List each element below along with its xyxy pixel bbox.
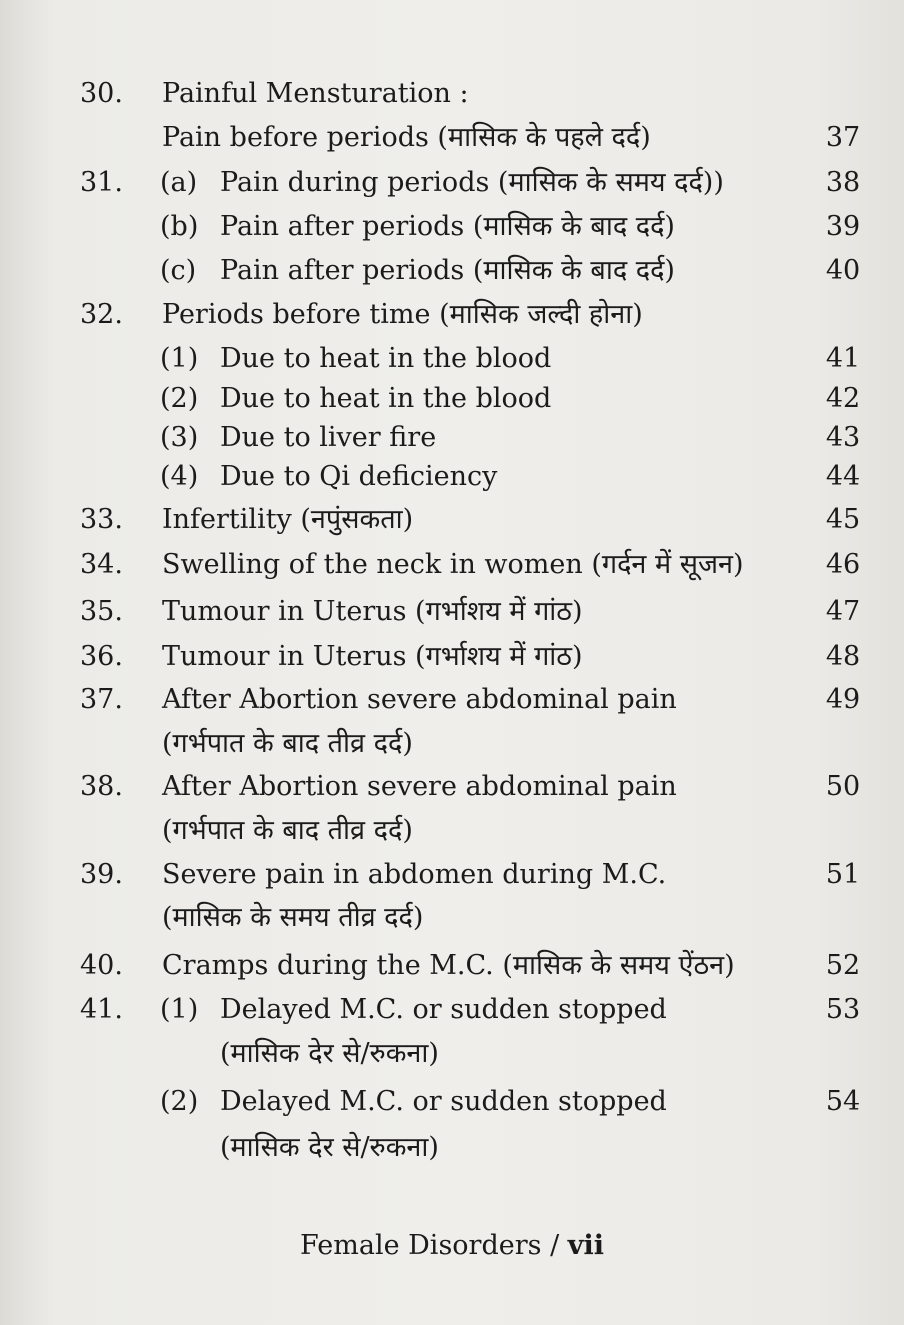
entry-title: After Abortion severe abdominal pain: [162, 771, 677, 802]
page-footer: [0, 1226, 904, 1266]
entry-title: Infertility (नपुंसकता): [162, 504, 414, 535]
entry-title: Swelling of the neck in women (गर्दन में सूजन): [162, 549, 744, 580]
toc-entry-41-2: [0, 1082, 904, 1122]
entry-page-number: 43: [825, 422, 861, 453]
entry-number: 32.: [80, 299, 123, 330]
entry-title-hindi: (गर्भपात के बाद तीव्र दर्द): [162, 728, 413, 759]
entry-page-number: 39: [825, 211, 861, 242]
toc-entry-41-1: [0, 990, 904, 1030]
entry-sub-label: (4): [160, 461, 199, 492]
entry-title: Delayed M.C. or sudden stopped: [220, 994, 667, 1025]
entry-number: 36.: [80, 641, 123, 672]
entry-sub-label: (b): [160, 211, 199, 242]
entry-page-number: 52: [825, 950, 861, 981]
entry-page-number: 44: [825, 461, 861, 492]
entry-page-number: 51: [825, 859, 861, 890]
entry-sub-label: (2): [160, 1086, 199, 1117]
entry-number: 33.: [80, 504, 123, 535]
entry-number: 40.: [80, 950, 123, 981]
toc-entry-32-1: [0, 339, 904, 379]
entry-sub-label: (3): [160, 422, 199, 453]
toc-entry-40: [0, 946, 904, 986]
toc-entry-36: [0, 637, 904, 677]
entry-title: Periods before time (मासिक जल्दी होना): [162, 299, 643, 330]
entry-title: Pain before periods (मासिक के पहले दर्द): [162, 122, 651, 153]
toc-entry-34: [0, 545, 904, 585]
entry-number: 41.: [80, 994, 123, 1025]
entry-page-number: 41: [825, 343, 861, 374]
entry-number: 30.: [80, 78, 123, 109]
footer-page-number: vii: [567, 1230, 604, 1261]
toc-entry-31b: [0, 207, 904, 247]
entry-page-number: 37: [825, 122, 861, 153]
entry-number: 38.: [80, 771, 123, 802]
entry-sub-label: (c): [160, 255, 197, 286]
entry-sub-label: (1): [160, 994, 199, 1025]
toc-entry-37-hindi: [0, 724, 904, 764]
entry-sub-label: (2): [160, 383, 199, 414]
entry-title-hindi: (मासिक के समय तीव्र दर्द): [162, 902, 424, 933]
entry-number: 39.: [80, 859, 123, 890]
toc-entry-30-line: [0, 118, 904, 158]
toc-entry-39: [0, 855, 904, 895]
footer-title: Female Disorders /: [300, 1230, 560, 1261]
entry-title: Pain during periods (मासिक के समय दर्द)): [220, 167, 724, 198]
toc-entry-30: [0, 74, 904, 114]
toc-entry-38: [0, 767, 904, 807]
entry-title: Due to liver fire: [220, 422, 437, 453]
toc-entry-31a: [0, 163, 904, 203]
entry-title: Painful Mensturation :: [162, 78, 469, 109]
entry-page-number: 49: [825, 684, 861, 715]
entry-number: 37.: [80, 684, 123, 715]
entry-page-number: 53: [825, 994, 861, 1025]
entry-title-hindi: (मासिक देर से/रुकना): [220, 1038, 439, 1069]
entry-title: Cramps during the M.C. (मासिक के समय ऐंठन): [162, 950, 735, 981]
entry-page-number: 38: [825, 167, 861, 198]
entry-title: Tumour in Uterus (गर्भाशय में गांठ): [162, 596, 583, 627]
entry-number: 34.: [80, 549, 123, 580]
toc-entry-32-2: [0, 379, 904, 419]
entry-title: Due to Qi deficiency: [220, 461, 498, 492]
entry-number: 31.: [80, 167, 123, 198]
entry-title: Pain after periods (मासिक के बाद दर्द): [220, 211, 675, 242]
entry-title: Pain after periods (मासिक के बाद दर्द): [220, 255, 675, 286]
entry-title-hindi: (मासिक देर से/रुकना): [220, 1132, 439, 1163]
toc-entry-31c: [0, 251, 904, 291]
toc-entry-32: [0, 295, 904, 335]
toc-entry-41-1-hindi: [0, 1034, 904, 1074]
toc-entry-39-hindi: [0, 898, 904, 938]
toc-entry-35: [0, 592, 904, 632]
toc-entry-32-4: [0, 457, 904, 497]
entry-title-hindi: (गर्भपात के बाद तीव्र दर्द): [162, 815, 413, 846]
entry-title: Due to heat in the blood: [220, 343, 552, 374]
toc-entry-38-hindi: [0, 811, 904, 851]
entry-page-number: 40: [825, 255, 861, 286]
entry-title: After Abortion severe abdominal pain: [162, 684, 677, 715]
toc-entry-41-2-hindi: [0, 1128, 904, 1168]
entry-title: Severe pain in abdomen during M.C.: [162, 859, 667, 890]
entry-page-number: 54: [825, 1086, 861, 1117]
entry-number: 35.: [80, 596, 123, 627]
entry-page-number: 42: [825, 383, 861, 414]
toc-entry-37: [0, 680, 904, 720]
toc-entry-32-3: [0, 418, 904, 458]
entry-title: Due to heat in the blood: [220, 383, 552, 414]
entry-page-number: 45: [825, 504, 861, 535]
entry-title: Tumour in Uterus (गर्भाशय में गांठ): [162, 641, 583, 672]
entry-sub-label: (a): [160, 167, 198, 198]
entry-sub-label: (1): [160, 343, 199, 374]
entry-page-number: 47: [825, 596, 861, 627]
entry-title: Delayed M.C. or sudden stopped: [220, 1086, 667, 1117]
entry-page-number: 48: [825, 641, 861, 672]
entry-page-number: 50: [825, 771, 861, 802]
entry-page-number: 46: [825, 549, 861, 580]
toc-entry-33: [0, 500, 904, 540]
